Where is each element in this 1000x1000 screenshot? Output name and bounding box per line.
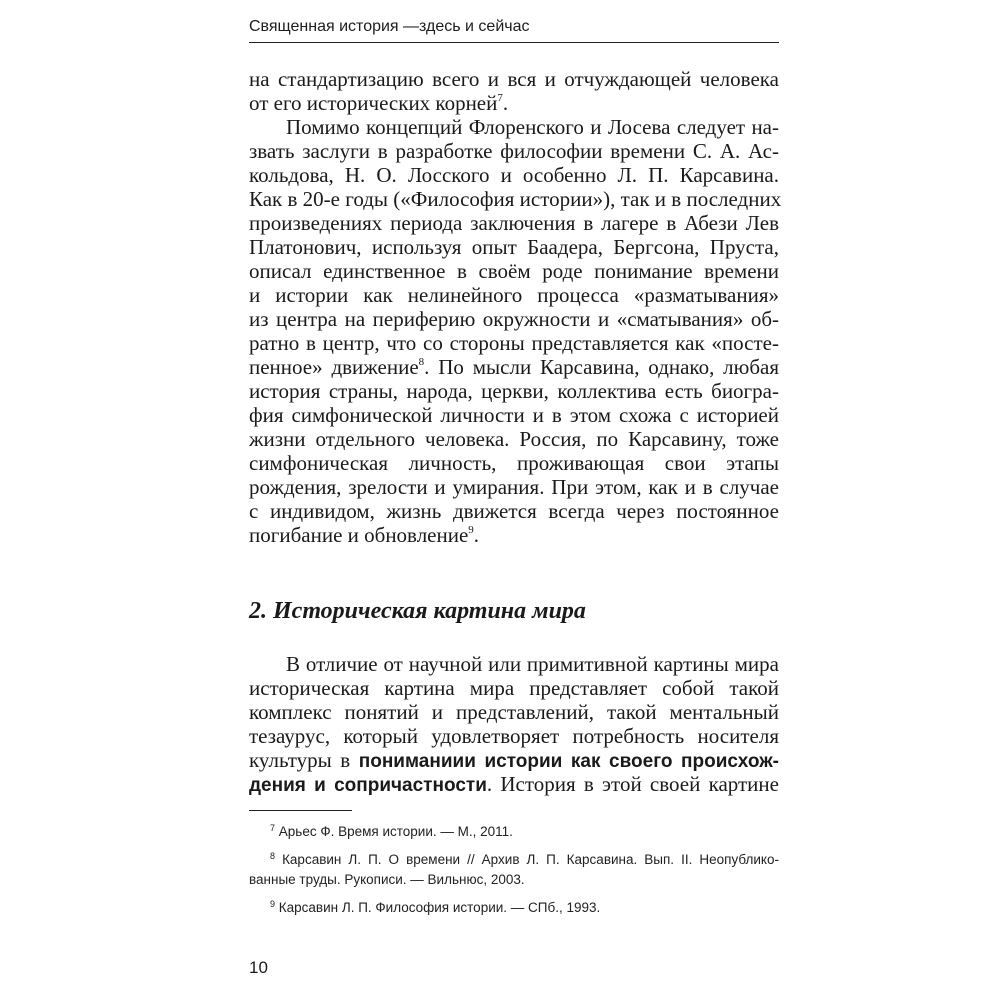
text-line: симфоническая личность, проживающая свои этапы xyxy=(249,451,779,475)
text-line: кольдова, Н. О. Лосского и особенно Л. П. Карсавина. xyxy=(249,163,779,187)
text-line: описал единственное в своём роде понимание времени xyxy=(249,259,779,283)
footnote-ref: 9 xyxy=(468,524,474,536)
text-line: фия симфонической личности и в этом схожа с историей xyxy=(249,403,779,427)
text-line: культуры в пониманиии истории как своего происхож- xyxy=(249,748,779,772)
footnote-8-cont: ванные труды. Рукописи. — Вильнюс, 2003. xyxy=(249,872,525,887)
text-line: из центра на периферию окружности и «сматывания» об- xyxy=(249,307,779,331)
footnote-7: $^7$ Арьес Ф. Время истории. — М., 2011. xyxy=(270,823,513,839)
header-rule xyxy=(249,42,779,43)
footnote-ref: 8 xyxy=(418,356,425,368)
text-line: с индивидом, жизнь движется всегда через постоянное xyxy=(249,499,779,523)
text-line: ратно в центр, что со стороны представляется как «посте- xyxy=(249,331,779,355)
text-line: погибание и обновление$^9$. xyxy=(249,523,480,547)
text-line: В отличие от научной или примитивной картины мира xyxy=(286,652,779,676)
bold-phrase: пониманиии истории как своего происхож- xyxy=(358,751,779,772)
text-line: историческая картина мира представляет собой такой xyxy=(249,676,779,700)
footnote-9: $^9$ Карсавин Л. П. Философия истории. — СПб., 1993. xyxy=(270,899,601,915)
text-line: произведениях периода заключения в лагере в Абези Лев xyxy=(249,211,779,235)
text-line: рождения, зрелости и умирания. При этом, как и в случае xyxy=(249,475,779,499)
text-line: Как в 20-е годы («Философия истории»), так и в последних xyxy=(249,187,782,211)
text-line: Помимо концепций Флоренского и Лосева следует на- xyxy=(286,115,779,139)
text-line: от его исторических корней$^7$. xyxy=(249,91,509,115)
text-line: жизни отдельного человека. Россия, по Карсавину, тоже xyxy=(249,427,779,451)
text-line: пенное» движение$^8$. По мысли Карсавина, однако, любая xyxy=(249,355,779,379)
page-number: 10 xyxy=(249,958,268,977)
text-line: дения и сопричастности. История в этой своей картине xyxy=(249,772,779,796)
text-line: история страны, народа, церкви, коллектива есть биогра- xyxy=(249,379,779,403)
footnote-8: $^8$ Карсавин Л. П. О времени // Архив Л. П. Карсавина. Вып. II. Неопублико- xyxy=(270,851,779,867)
text-line: и истории как нелинейного процесса «разматывания» xyxy=(249,283,779,307)
bold-phrase: дения и сопричастности xyxy=(249,775,487,796)
footnote-rule xyxy=(249,810,352,811)
text-line: тезаурус, который удовлетворяет потребность носителя xyxy=(249,724,779,748)
section-heading: 2. Историческая картина мира xyxy=(249,598,586,624)
text-line: звать заслуги в разработке философии времени С. А. Ас- xyxy=(249,139,779,163)
text-line: комплекс понятий и представлений, такой ментальный xyxy=(249,700,779,724)
text-line: на стандартизацию всего и вся и отчуждающей человека xyxy=(249,67,779,91)
running-head: Священная история —здесь и сейчас xyxy=(249,18,530,35)
footnote-ref: 7 xyxy=(497,92,503,104)
text-line: Платонович, используя опыт Баадера, Бергсона, Пруста, xyxy=(249,235,779,259)
